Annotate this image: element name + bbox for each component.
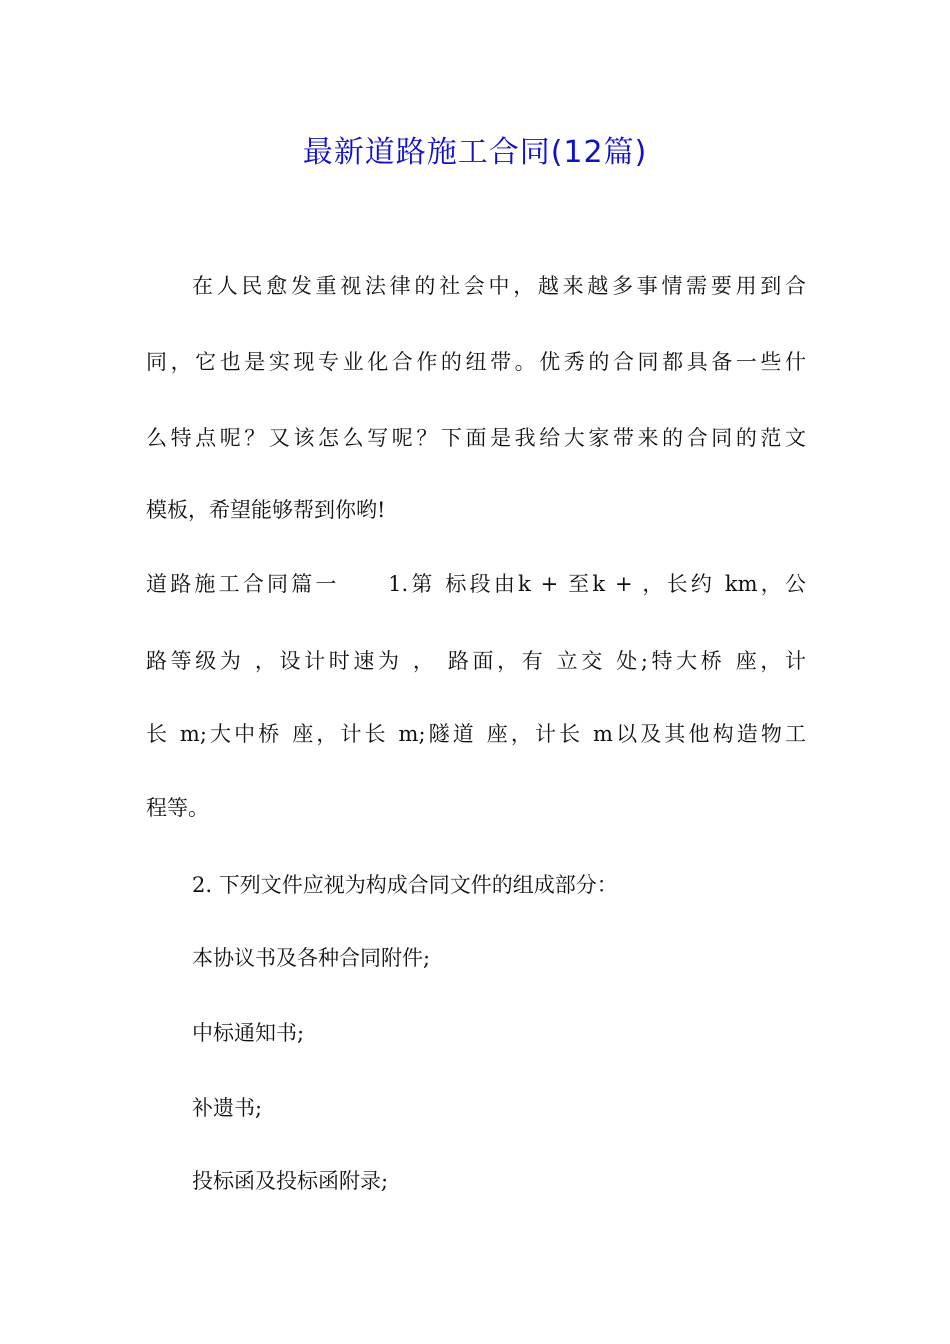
paragraph-line: 2. 下列文件应视为构成合同文件的组成部分： [192, 873, 618, 897]
list-item: 补遗书; [192, 1096, 263, 1120]
paragraph-line: 么特点呢？又该怎么写呢？下面是我给大家带来的合同的范文 [146, 426, 806, 450]
paragraph-line: 路等级为 ，设计时速为 ， 路面，有 立交 处;特大桥 座，计 [146, 649, 806, 673]
list-item: 本协议书及各种合同附件; [192, 946, 431, 970]
list-item: 投标函及投标函附录; [192, 1169, 389, 1193]
paragraph-line: 程等。 [146, 796, 209, 820]
paragraph-line: 在人民愈发重视法律的社会中，越来越多事情需要用到合 [192, 274, 806, 298]
paragraph-line: 长 m;大中桥 座，计长 m;隧道 座，计长 m以及其他构造物工 [146, 722, 806, 746]
list-item: 中标通知书; [192, 1021, 305, 1045]
document-title: 最新道路施工合同(12篇) [302, 135, 648, 170]
paragraph-line: 同，它也是实现专业化合作的纽带。优秀的合同都具备一些什 [146, 350, 806, 374]
paragraph-line: 道路施工合同篇一 1.第 标段由k + 至k + ，长约 km，公 [146, 572, 806, 596]
paragraph-line: 模板，希望能够帮到你哟! [146, 498, 386, 522]
